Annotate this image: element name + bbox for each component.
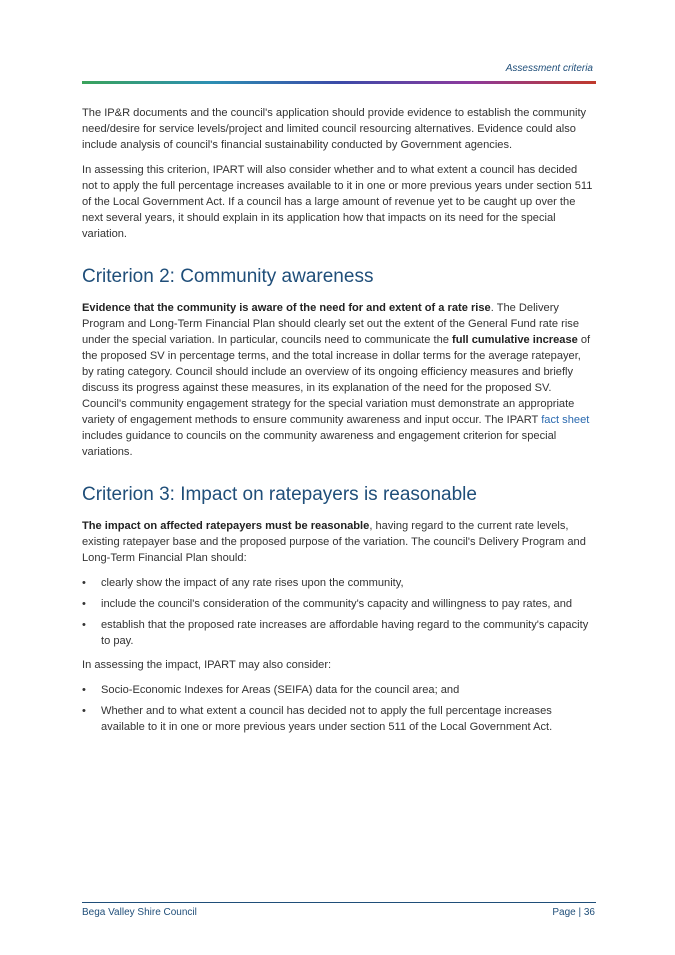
list-item [82,617,594,649]
header-section-label: Assessment criteria [505,63,593,74]
list-item [82,682,594,698]
list-item [82,596,594,612]
header-gradient-rule [82,81,596,84]
list-item-text: clearly show the impact of any rate rises upon the community, [101,577,404,589]
fact-sheet-link[interactable]: fact sheet [541,414,590,426]
intro-paragraph-1: The IP&R documents and the council's application should provide evidence to establish the community need/desire for service levels/project and limited council resourcing alternatives. Evidence could also include analysis of council's financial sustainability conducted by Government agencies. [82,107,587,151]
bullet-glyph: • [82,598,86,610]
criterion-3-bullets-1 [82,575,594,649]
criterion-2-lead-bold: Evidence that the community is aware of the need for and extent of a rate rise [82,302,491,314]
list-item-text: include the council's consideration of the community's capacity and willingness to pay rates, and [101,598,573,610]
criterion-3-paragraph [82,518,594,566]
criterion-3-lead-text: , having regard to the current rate levels, existing ratepayer base and the proposed purpose of the variation. The council's Delivery Program and Long-Term Financial Plan should: [82,520,586,564]
criterion-2-text-a: . The Delivery Program and Long-Term Financial Plan should clearly set out the extent of the General Fund rate rise under the special variation. In particular, councils need to communicate the [82,302,580,346]
bullet-glyph: • [82,705,86,717]
criterion-3-consider-text: In assessing the impact, IPART may also consider: [82,659,332,671]
criterion-3-bullets-2 [82,682,594,735]
bullet-glyph: • [82,619,86,631]
footer-organization: Bega Valley Shire Council [82,907,197,918]
footer-page-number: Page | 36 [552,907,595,918]
list-item-text: Whether and to what extent a council has decided not to apply the full percentage increases available to it in one or more previous years under section 511 of the Local Government Act. [101,705,553,733]
criterion-2-text-d: includes guidance to councils on the community awareness and engagement criterion for special variations. [82,430,557,458]
intro-paragraph-2: In assessing this criterion, IPART will also consider whether and to what extent a council has decided not to apply the full percentage increases available to it in one or more previous years under section 511 of the Local Government Act. If a council has a large amount of revenue yet to be caught up over the next several years, it should explain in its application how that impacts on its need for the special variation. [82,164,593,240]
main-content [82,105,594,743]
criterion-3-heading: Criterion 3: Impact on ratepayers is reasonable [82,484,477,505]
bullet-glyph: • [82,577,86,589]
criterion-2-heading: Criterion 2: Community awareness [82,266,374,287]
list-item-text: Socio-Economic Indexes for Areas (SEIFA) data for the council area; and [101,684,460,696]
criterion-2-text-c: of the proposed SV in percentage terms, and the total increase in dollar terms for the average ratepayer, by rating category. Council should include an overview of its ongoing efficiency measures and briefly discuss its progress against these measures, in its explanation of the need for the proposed SV. Council's community engagement strategy for the special variation must demonstrate an appropriate variety of engagement methods to ensure community awareness and input occur. The IPART [82,334,591,426]
list-item [82,575,594,591]
criterion-2-bold-b: full cumulative increase [452,334,578,346]
criterion-3-lead-bold: The impact on affected ratepayers must be reasonable [82,520,370,532]
criterion-2-paragraph [82,300,594,460]
list-item-text: establish that the proposed rate increases are affordable having regard to the community's capacity to pay. [101,619,589,647]
footer-rule [82,902,596,903]
list-item [82,703,594,735]
bullet-glyph: • [82,684,86,696]
